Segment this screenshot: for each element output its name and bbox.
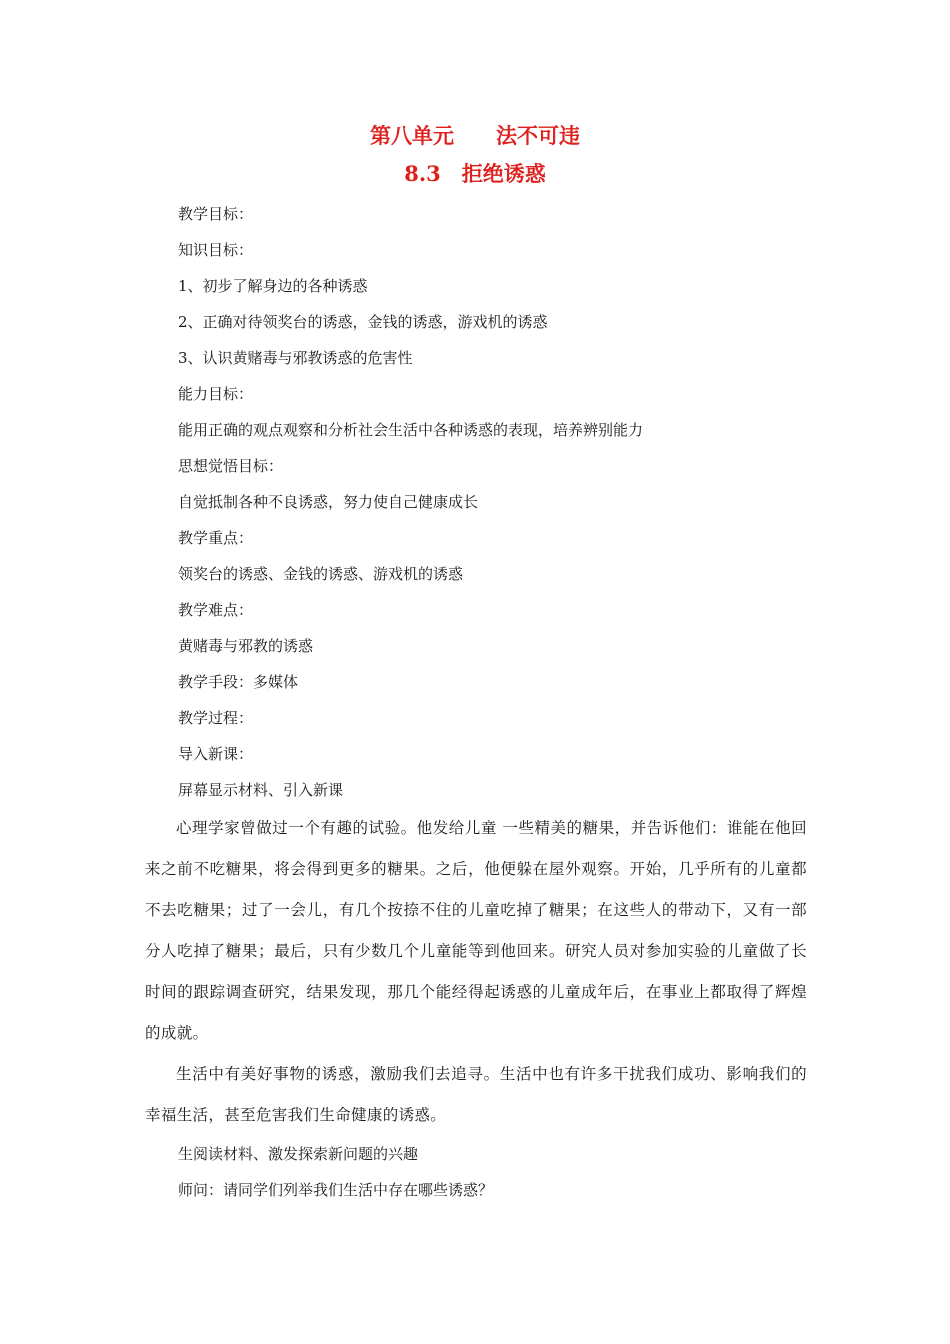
text-line: 教学难点：	[178, 601, 254, 619]
text-line: 教学重点：	[178, 529, 254, 547]
text-line: 教学手段：多媒体	[178, 673, 299, 691]
text-line: 教学目标：	[178, 205, 254, 223]
text-line: 1、初步了解身边的各种诱惑	[178, 277, 368, 295]
text-line: 黄赌毒与邪教的诱惑	[178, 637, 314, 655]
text-line: 屏幕显示材料、引入新课	[178, 781, 344, 799]
document-body	[145, 196, 807, 1208]
text-line: 2、正确对待领奖台的诱惑，金钱的诱惑，游戏机的诱惑	[178, 313, 548, 331]
unit-title: 第八单元 法不可违	[370, 123, 580, 148]
lesson-title: 8.3 拒绝诱惑	[404, 161, 546, 186]
text-line: 导入新课：	[178, 745, 254, 763]
text-line: 能用正确的观点观察和分析社会生活中各种诱惑的表现，培养辨别能力	[178, 421, 644, 439]
paragraph-experiment: 心理学家曾做过一个有趣的试验。他发给儿童 一些精美的糖果，并告诉他们：谁能在他回来之前不吃糖果，将会得到更多的糖果。之后，他便躲在屋外观察。开始，几乎所有的儿童都不去吃糖果；过了一会儿，有几个按捺不住的儿童吃掉了糖果；在这些人的带动下，又有一部分人吃掉了糖果；最后，只有少数几个儿童能等到他回来。研究人员对参加实验的儿童做了长时间的跟踪调查研究，结果发现，那几个能经得起诱惑的儿童成年后，在事业上都取得了辉煌的成就。	[145, 819, 807, 1042]
text-line: 自觉抵制各种不良诱惑，努力使自己健康成长	[178, 493, 479, 511]
text-line: 能力目标：	[178, 385, 254, 403]
text-line: 领奖台的诱惑、金钱的诱惑、游戏机的诱惑	[178, 565, 464, 583]
text-line: 教学过程：	[178, 709, 254, 727]
text-line: 3、认识黄赌毒与邪教诱惑的危害性	[178, 349, 413, 367]
paragraph-life-temptation: 生活中有美好事物的诱惑，激励我们去追寻。生活中也有许多干扰我们成功、影响我们的幸福生活，甚至危害我们生命健康的诱惑。	[145, 1065, 807, 1124]
text-line: 师问：请同学们列举我们生活中存在哪些诱惑？	[178, 1181, 494, 1199]
text-line: 生阅读材料、激发探索新问题的兴趣	[178, 1145, 419, 1163]
text-line: 思想觉悟目标：	[178, 457, 284, 475]
text-line: 知识目标：	[178, 241, 254, 259]
